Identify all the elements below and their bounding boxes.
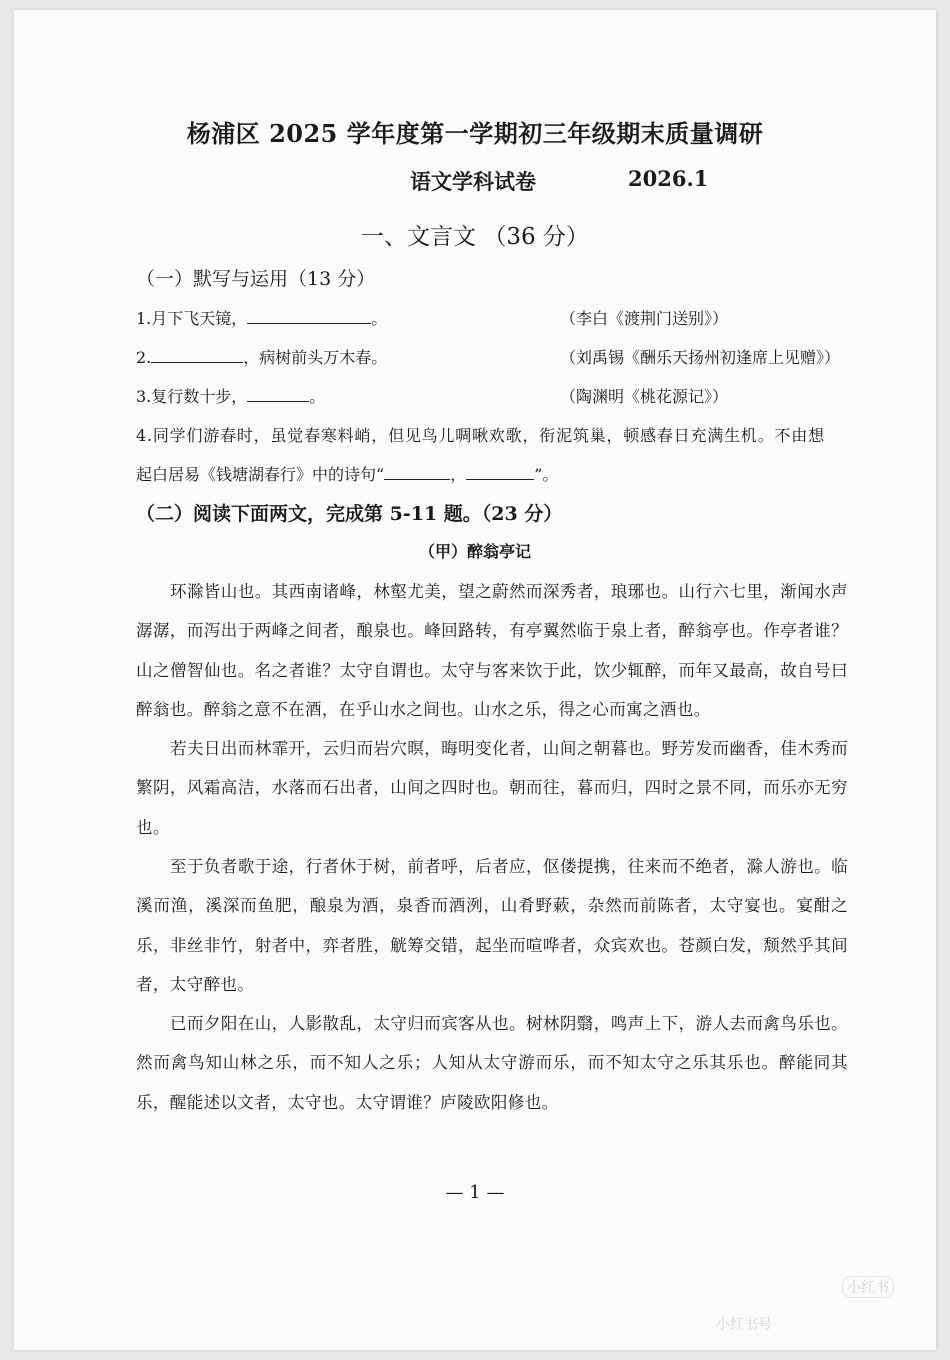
question-4-line1: 4.同学们游春时，虽觉春寒料峭，但见鸟儿啁啾欢歌，衔泥筑巢，顿感春日充满生机。不由想 <box>136 426 825 445</box>
exam-title: 杨浦区 2025 学年度第一学期初三年级期末质量调研 <box>186 119 764 148</box>
q1-prefix: 1.月下飞天镜， <box>136 309 248 328</box>
subject-label: 语文学科试卷 <box>410 169 536 194</box>
question-2 <box>136 345 387 368</box>
exam-date: 2026.1 <box>628 166 709 191</box>
passage-paragraph-4: 已而夕阳在山，人影散乱，太守归而宾客从也。树林阴翳，鸣声上下，游人去而禽鸟乐也。然而禽鸟知山林之乐，而不知人之乐；人知从太守游而乐，而不知太守之乐其乐也。醉能同其乐，醒能述以文者，太守也。太守谓谁？庐陵欧阳修也。 <box>136 1014 848 1112</box>
q4-prefix: 起白居易《钱塘湖春行》中的诗句“ <box>136 465 385 484</box>
q3-answer-blank[interactable] <box>247 387 309 402</box>
part2-heading: （二）阅读下面两文，完成第 5-11 题。（23 分） <box>136 503 563 525</box>
page-number: — 1 — <box>445 1182 505 1203</box>
q2-source: （刘禹锡《酬乐天扬州初逢席上见赠》） <box>560 348 841 367</box>
q2-answer-blank[interactable] <box>151 348 243 363</box>
q4-mid: ， <box>450 465 467 484</box>
q2-prefix: 2. <box>136 348 152 367</box>
passage-paragraph-1: 环滁皆山也。其西南诸峰，林壑尤美，望之蔚然而深秀者，琅琊也。山行六七里，渐闻水声潺潺，而泻出于两峰之间者，酿泉也。峰回路转，有亭翼然临于泉上者，醉翁亭也。作亭者谁？山之僧智仙也。名之者谁？太守自谓也。太守与客来饮于此，饮少辄醉，而年又最高，故自号曰醉翁也。醉翁之意不在酒，在乎山水之间也。山水之乐，得之心而寓之酒也。 <box>136 582 848 719</box>
passage-paragraph-2: 若夫日出而林霏开，云归而岩穴暝，晦明变化者，山间之朝暮也。野芳发而幽香，佳木秀而繁阴，风霜高洁，水落而石出者，山间之四时也。朝而往，暮而归，四时之景不同，而乐亦无穷也。 <box>136 739 848 837</box>
question-3 <box>136 384 325 407</box>
q1-source: （李白《渡荆门送别》） <box>560 309 729 328</box>
q1-answer-blank[interactable] <box>247 309 371 324</box>
question-4-line2 <box>136 462 558 485</box>
q1-suffix: 。 <box>371 309 388 328</box>
watermark-badge: 小红书 <box>842 1276 894 1298</box>
q3-prefix: 3.复行数十步， <box>136 387 248 406</box>
q3-suffix: 。 <box>309 387 326 406</box>
section-title: 一、文言文 （36 分） <box>361 224 589 250</box>
watermark-text: 小红书号 <box>716 1317 772 1333</box>
q4-answer-blank-1[interactable] <box>384 465 450 480</box>
q3-source: （陶渊明《桃花源记》） <box>560 387 729 406</box>
q4-answer-blank-2[interactable] <box>466 465 534 480</box>
q4-suffix: ”。 <box>534 465 559 484</box>
q2-suffix: ，病树前头万木春。 <box>243 348 388 367</box>
passage-title: （甲）醉翁亭记 <box>418 542 531 561</box>
question-1 <box>136 306 387 329</box>
part1-heading: （一）默写与运用（13 分） <box>136 268 376 290</box>
passage-paragraph-3: 至于负者歌于途，行者休于树，前者呼，后者应，伛偻提携，往来而不绝者，滁人游也。临溪而渔，溪深而鱼肥，酿泉为酒，泉香而酒洌，山肴野蔌，杂然而前陈者，太守宴也。宴酣之乐，非丝非竹，射者中，弈者胜，觥筹交错，起坐而喧哗者，众宾欢也。苍颜白发，颓然乎其间者，太守醉也。 <box>136 857 848 994</box>
